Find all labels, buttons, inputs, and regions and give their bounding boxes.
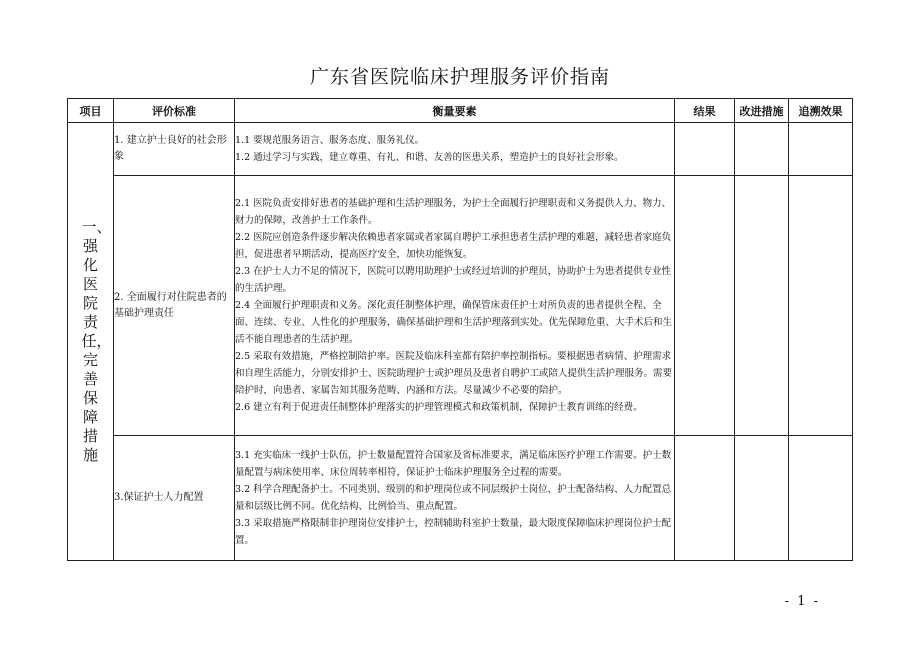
measure-text: 2.2 医院应创造条件逐步解决依赖患者家属或者家属自聘护工承担患者生活护理的难题，减轻患者家庭负担，促进患者早期活动，提高医疗安全，加快功能恢复。 <box>235 232 672 260</box>
page-title: 广东省医院临床护理服务评价指南 <box>309 66 610 88</box>
measure-cell <box>235 436 675 561</box>
improve-cell[interactable] <box>735 436 789 561</box>
criteria-cell: 3.保证护士人力配置 <box>114 436 235 561</box>
improve-cell[interactable] <box>735 123 789 176</box>
improve-cell[interactable] <box>735 176 789 436</box>
table-header-row <box>68 99 853 123</box>
header-criteria: 评价标准 <box>114 99 235 123</box>
table-row <box>68 123 853 176</box>
result-cell[interactable] <box>675 436 735 561</box>
result-cell[interactable] <box>675 123 735 176</box>
measure-text: 3.3 采取措施严格限制非护理岗位安排护士，控制辅助科室护士数量，最大限度保障临床护理岗位护士配置。 <box>235 518 672 546</box>
header-trace: 追溯效果 <box>789 99 853 123</box>
section-item-label: 一、强化医院责任，完善保障措施 <box>81 218 112 464</box>
page-number: - 1 - <box>784 594 820 609</box>
measure-text: 1.1 要规范服务语言、服务态度、服务礼仪。 <box>235 135 425 146</box>
measure-text: 3.1 充实临床一线护士队伍，护士数量配置符合国家及省标准要求，满足临床医疗护理工作需要。护士数量配置与病床使用率、床位周转率相符，保证护士临床护理服务全过程的需要。 <box>235 450 672 478</box>
measure-text: 2.3 在护士人力不足的情况下，医院可以聘用助理护士或经过培训的护理员，协助护士为患者提供专业性的生活护理。 <box>235 266 672 294</box>
table-row <box>68 176 853 436</box>
header-item: 项目 <box>68 99 114 123</box>
measure-text: 2.4 全面履行护理职责和义务。深化责任制整体护理，确保管床责任护士对所负责的患者提供全程、全面、连续、专业、人性化的护理服务，确保基础护理和生活护理落到实处。优先保障危重、大手术后和生活不能自理患者的生活护理。 <box>235 300 673 345</box>
header-measure: 衡量要素 <box>235 99 675 123</box>
measure-text: 2.5 采取有效措施，严格控制陪护率。医院及临床科室都有陪护率控制指标。要根据患者病情、护理需求和自理生活能力，分别安排护士、医院助理护士或护理员及患者自聘护工或陪人提供生活护理服务。需要陪护时，向患者、家属告知其服务范畴、内涵和方法。尽量减少不必要的陪护。 <box>235 351 673 396</box>
measure-cell <box>235 176 675 436</box>
header-improve: 改进措施 <box>735 99 789 123</box>
measure-text: 2.1 医院负责安排好患者的基础护理和生活护理服务，为护士全面履行护理职责和义务提供人力、物力、财力的保障，改善护士工作条件。 <box>235 198 672 226</box>
trace-cell[interactable] <box>789 123 853 176</box>
section-item-cell <box>68 123 114 561</box>
header-result: 结果 <box>675 99 735 123</box>
measure-text: 3.2 科学合理配备护士。不同类别、级别的和护理岗位或不同层级护士岗位，护士配备结构、人力配置总量和层级比例不同。优化结构、比例恰当、重点配置。 <box>235 484 672 512</box>
table-row <box>68 436 853 561</box>
measure-cell <box>235 123 675 176</box>
measure-text: 1.2 通过学习与实践，建立尊重、有礼、和谐、友善的医患关系，塑造护士的良好社会形象。 <box>235 152 624 163</box>
trace-cell[interactable] <box>789 176 853 436</box>
trace-cell[interactable] <box>789 436 853 561</box>
evaluation-table <box>67 98 853 561</box>
criteria-cell: 2. 全面履行对住院患者的基础护理责任 <box>114 176 235 436</box>
result-cell[interactable] <box>675 176 735 436</box>
measure-text: 2.6 建立有利于促进责任制整体护理落实的护理管理模式和政策机制，保障护士教育训练的经费。 <box>235 402 643 413</box>
criteria-cell: 1. 建立护士良好的社会形象 <box>114 123 235 176</box>
